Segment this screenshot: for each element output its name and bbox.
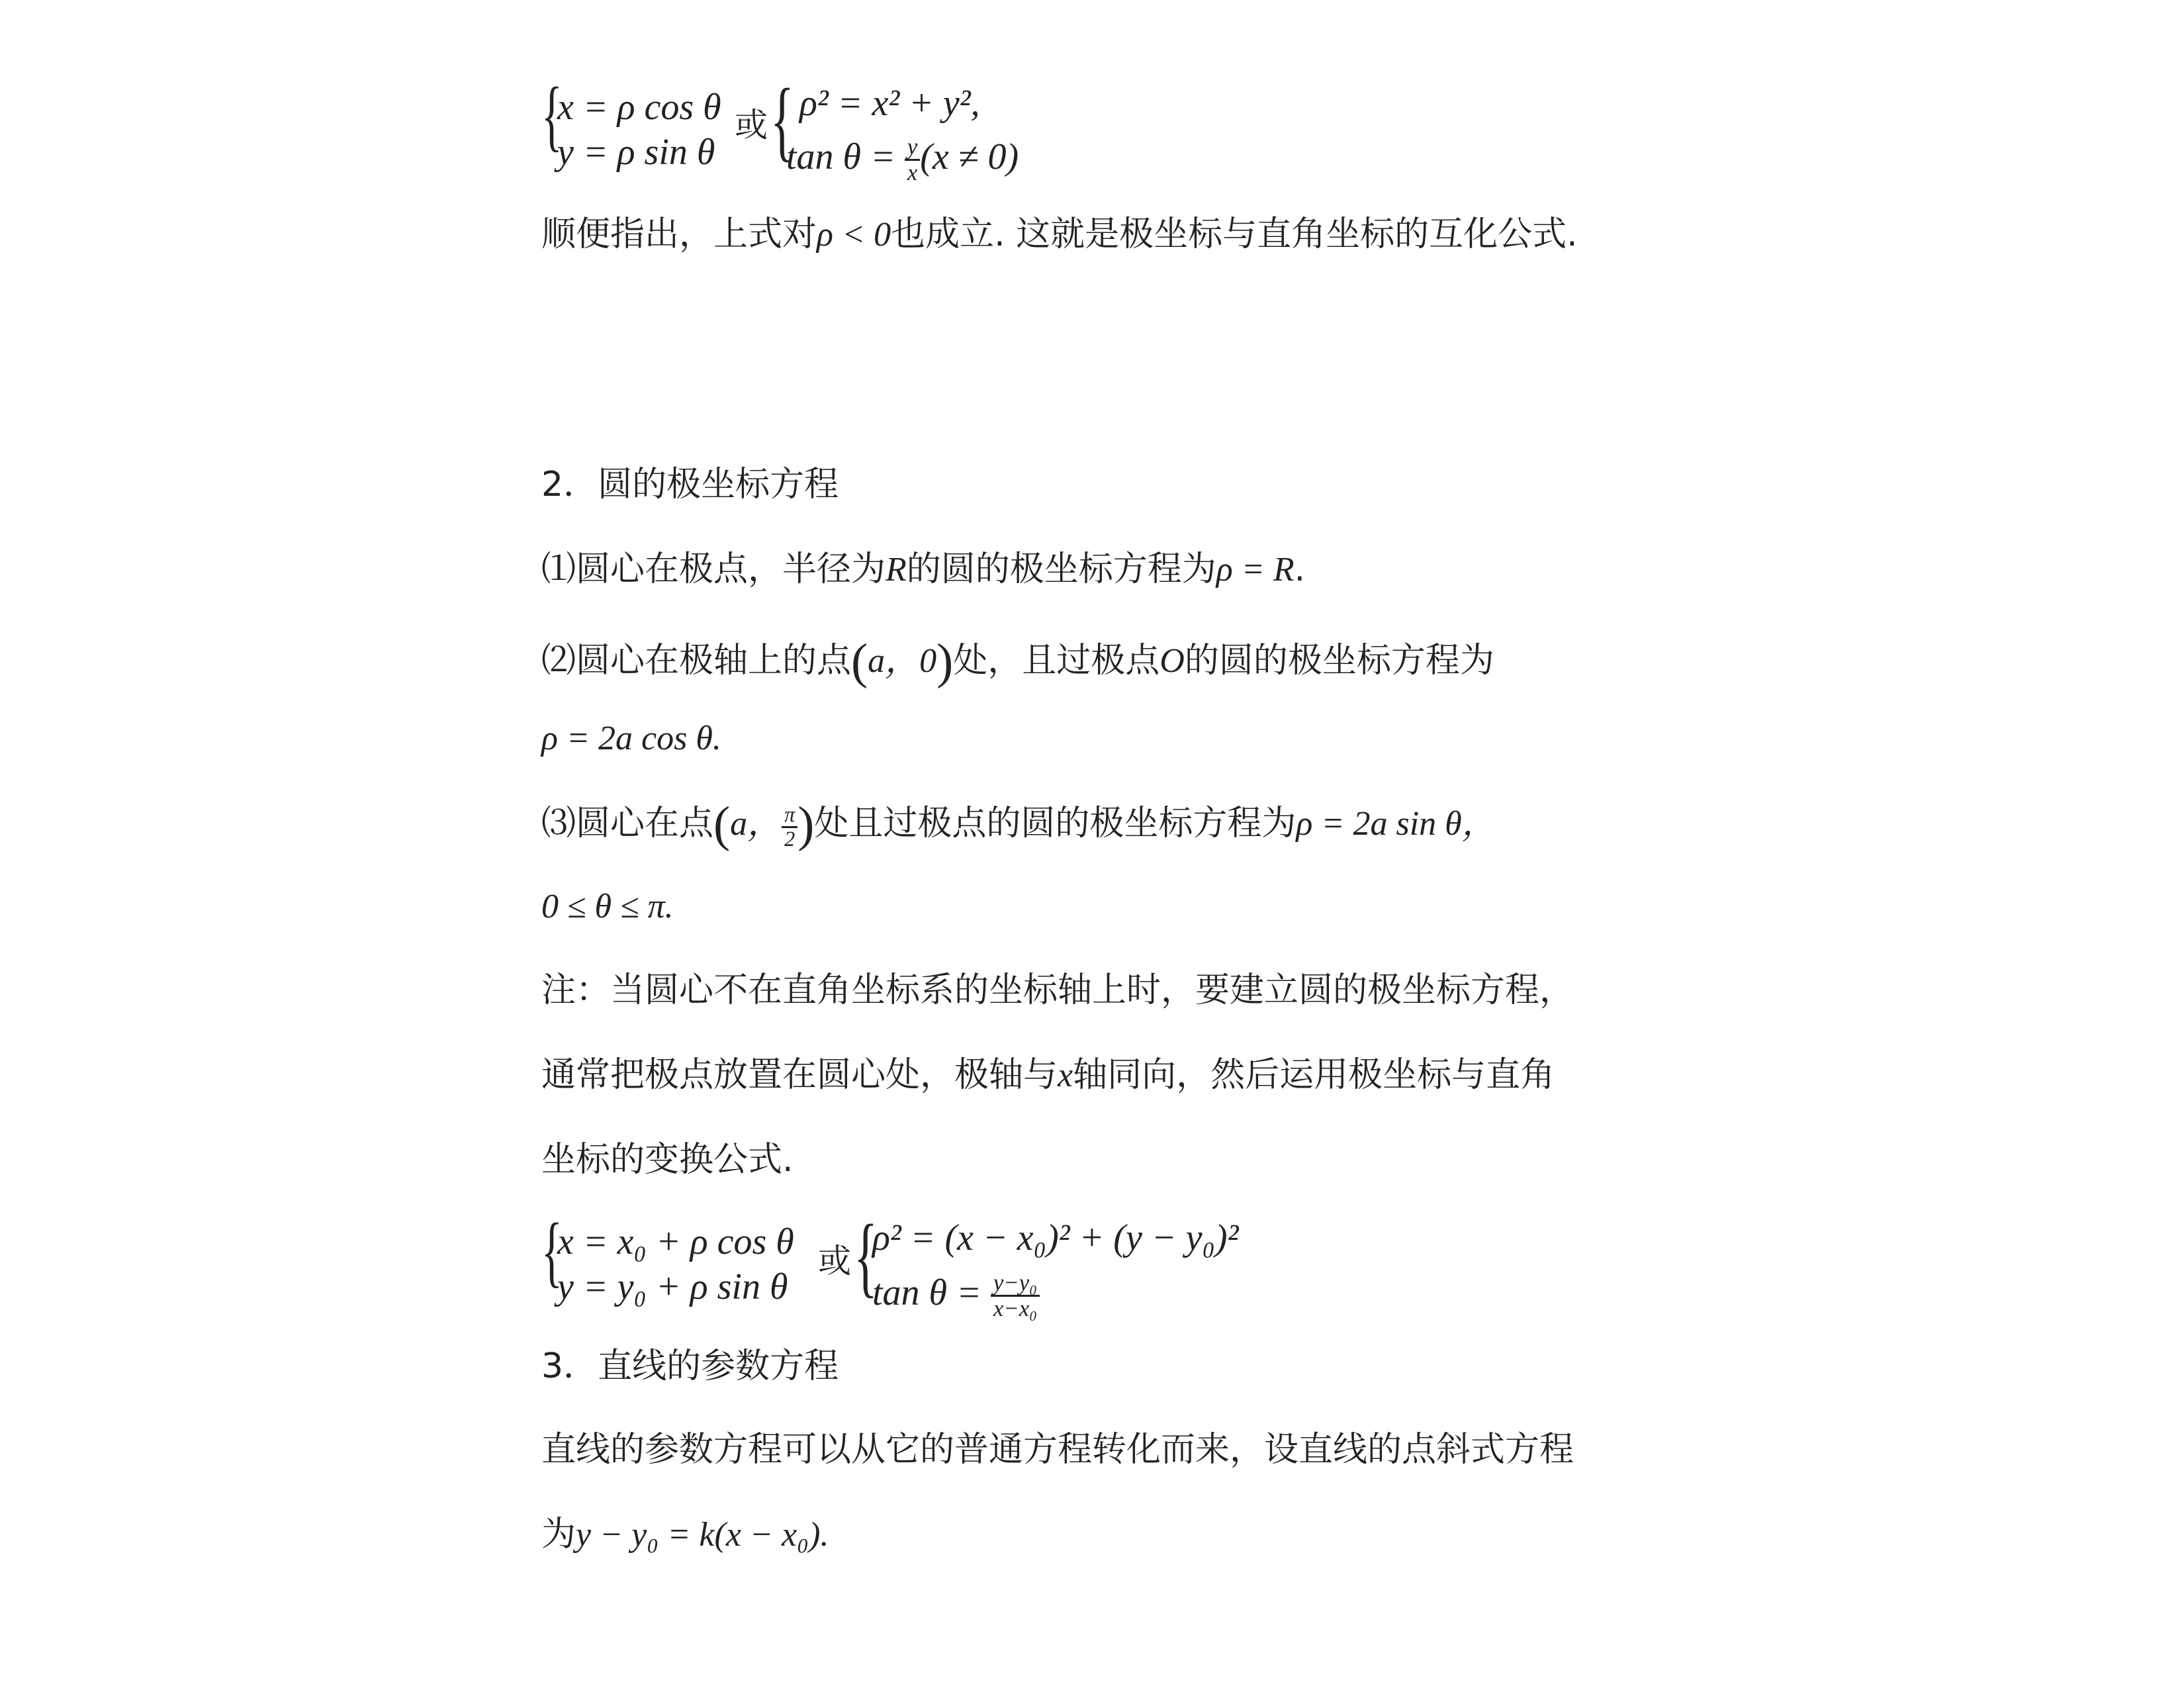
system-row-tan [786,135,1019,185]
system-row-x: x = ρ cos θ [557,87,721,128]
tan-prefix: tan θ = [872,1272,991,1313]
item-2-equation: ρ = 2a cos θ. [541,720,721,757]
paragraph-line-1: 直线的参数方程可以从它的普通方程转化而来，设直线的点斜式方程 [541,1430,1574,1470]
text-segment: ⑴圆心在极点，半径为 [541,549,886,589]
text-segment: ⑶圆心在点 [541,803,714,843]
system-row-rho-squared: ρ² = (x − x₀)² + (y − y₀)² [872,1217,1239,1258]
text-segment: 的圆的极坐标方程为 [906,549,1216,589]
fraction-denominator: x [907,160,918,186]
system-row-rho-squared: ρ² = x² + y², [799,83,980,124]
fraction-numerator: y [905,135,920,161]
fraction-numerator: y−y₀ [991,1271,1040,1297]
section-heading-2: 2．圆的极坐标方程 [541,465,839,504]
note-line-3: 坐标的变换公式. [541,1140,794,1180]
text-segment: 的圆的极坐标方程为 [1184,640,1494,680]
math-inline: O [1160,641,1185,680]
system-row-y: y = y₀ + ρ sin θ [557,1266,788,1307]
math-inline: ρ < 0 [817,216,891,254]
point-a: a， [730,804,782,843]
text-segment: 通常把极点放置在圆心处，极轴与 [541,1055,1058,1095]
right-brace: { [854,1207,878,1306]
text-segment: 为 [541,1515,576,1554]
math-inline: x [1058,1056,1073,1094]
note-line-2 [541,1055,1555,1095]
fraction-y-over-x [905,135,920,185]
system-row-y: y = ρ sin θ [557,132,715,173]
text-segment: 顺便指出，上式对 [541,214,817,254]
or-label: 或 [818,1242,851,1280]
text-segment: 轴同向，然后运用极坐标与直角 [1073,1055,1555,1095]
fraction-denominator: 2 [784,826,796,851]
fraction-denominator: x−x₀ [993,1295,1038,1322]
text-segment: 处且过极点的圆的极坐标方程为 [814,803,1297,843]
paragraph-conversion-note [541,214,1578,254]
text-segment: 处，且过极点 [953,640,1160,680]
fraction-numerator: π [782,804,797,828]
math-inline: y − y₀ = k(x − x₀). [576,1516,829,1554]
fraction-dy-over-dx [991,1271,1040,1321]
point-a-pi-over-2: (a， $\frac{\pi}{2}$ ) [713,797,815,852]
note-line-1: 注：当圆心不在直角坐标系的坐标轴上时，要建立圆的极坐标方程， [541,970,1574,1010]
point-a-0: (a，0) [851,634,954,689]
item-3 [541,797,1496,852]
system-row-tan [872,1271,1040,1321]
left-brace: { [541,71,563,159]
item-2 [541,634,1494,689]
math-inline: ρ = 2a sin θ， [1296,804,1496,843]
or-label: 或 [735,106,768,144]
system-row-x: x = x₀ + ρ cos θ [557,1221,794,1262]
item-3-range: 0 ≤ θ ≤ π. [541,888,674,925]
math-inline: ρ = R [1216,551,1295,588]
paragraph-line-2 [541,1517,829,1552]
tan-prefix: tan θ = [786,136,905,177]
fraction-pi-over-2 [782,804,797,851]
text-segment: ⑵圆心在极轴上的点 [541,640,852,680]
text-segment: . [1294,549,1306,589]
section-heading-3: 3．直线的参数方程 [541,1346,839,1386]
math-inline: R [886,551,907,588]
point-coordinates: a，0 [868,641,937,680]
right-brace: { [770,71,794,170]
text-segment: 也成立. 这就是极坐标与直角坐标的互化公式. [891,214,1578,254]
tan-condition: (x ≠ 0) [920,136,1019,177]
item-1 [541,549,1306,589]
left-brace: { [541,1207,563,1295]
